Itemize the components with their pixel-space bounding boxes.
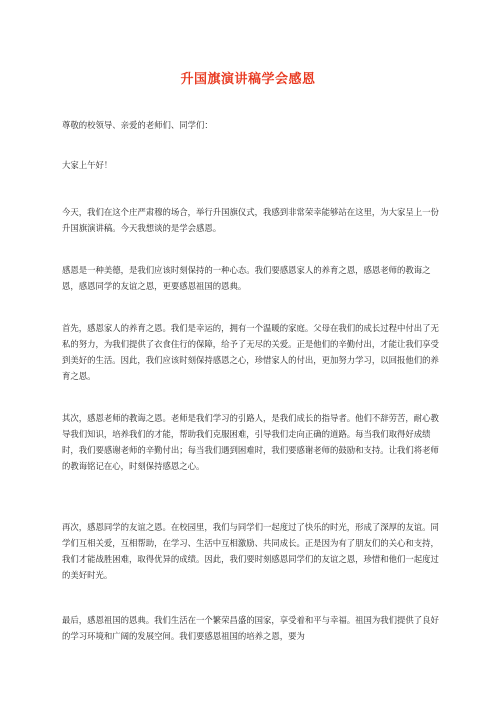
greeting-paragraph: 大家上午好！ — [62, 160, 113, 170]
salutation-paragraph: 尊敬的校领导、亲爱的老师们、同学们： — [62, 120, 213, 130]
country-gratitude-paragraph: 最后，感恩祖国的恩典。我们生活在一个繁荣昌盛的国家，享受着和平与幸福。祖国为我们提供了良好的学习环境和广阔的发展空间。我们要感恩祖国的培养之恩，要为 — [62, 615, 439, 641]
intro-paragraph: 今天，我们在这个庄严肃穆的场合，举行升国旗仪式，我感到非常荣幸能够站在这里，为大家呈上一份升国旗演讲稿。今天我想谈的是学会感恩。 — [62, 207, 439, 233]
classmate-gratitude-paragraph: 再次，感恩同学的友谊之恩。在校园里，我们与同学们一起度过了快乐的时光，形成了深厚的友谊。同学们互相关爱，互相帮助，在学习、生活中互相激励、共同成长。正是因为有了朋友们的关心和支持，我们才能战胜困难，取得优异的成绩。因此，我们要时刻感恩同学们的友谊之恩，珍惜和他们一起度过的美好时光。 — [62, 522, 439, 580]
family-gratitude-paragraph: 首先，感恩家人的养育之恩。我们是幸运的，拥有一个温暖的家庭。父母在我们的成长过程中付出了无私的努力，为我们提供了衣食住行的保障，给予了无尽的关爱。正是他们的辛勤付出，才能让我们享受到美好的生活。因此，我们应该时刻保持感恩之心，珍惜家人的付出，更加努力学习，以回报他们的养育之恩。 — [62, 323, 439, 381]
gratitude-definition-paragraph: 感恩是一种美德，是我们应该时刻保持的一种心态。我们要感恩家人的养育之恩，感恩老师的教诲之恩，感恩同学的友谊之恩，更要感恩祖国的恩典。 — [62, 265, 431, 291]
teacher-gratitude-paragraph: 其次，感恩老师的教诲之恩。老师是我们学习的引路人，是我们成长的指导者。他们不辞劳苦，耐心教导我们知识，培养我们的才能，帮助我们克服困难，引导我们走向正确的道路。每当我们取得好成绩时，我们要感谢老师的辛勤付出；每当我们遇到困难时，我们要感谢老师的鼓励和支持。让我们将老师的教诲铭记在心，时刻保持感恩之心。 — [62, 413, 439, 471]
document-title: 升国旗演讲稿学会感恩 — [180, 72, 316, 87]
